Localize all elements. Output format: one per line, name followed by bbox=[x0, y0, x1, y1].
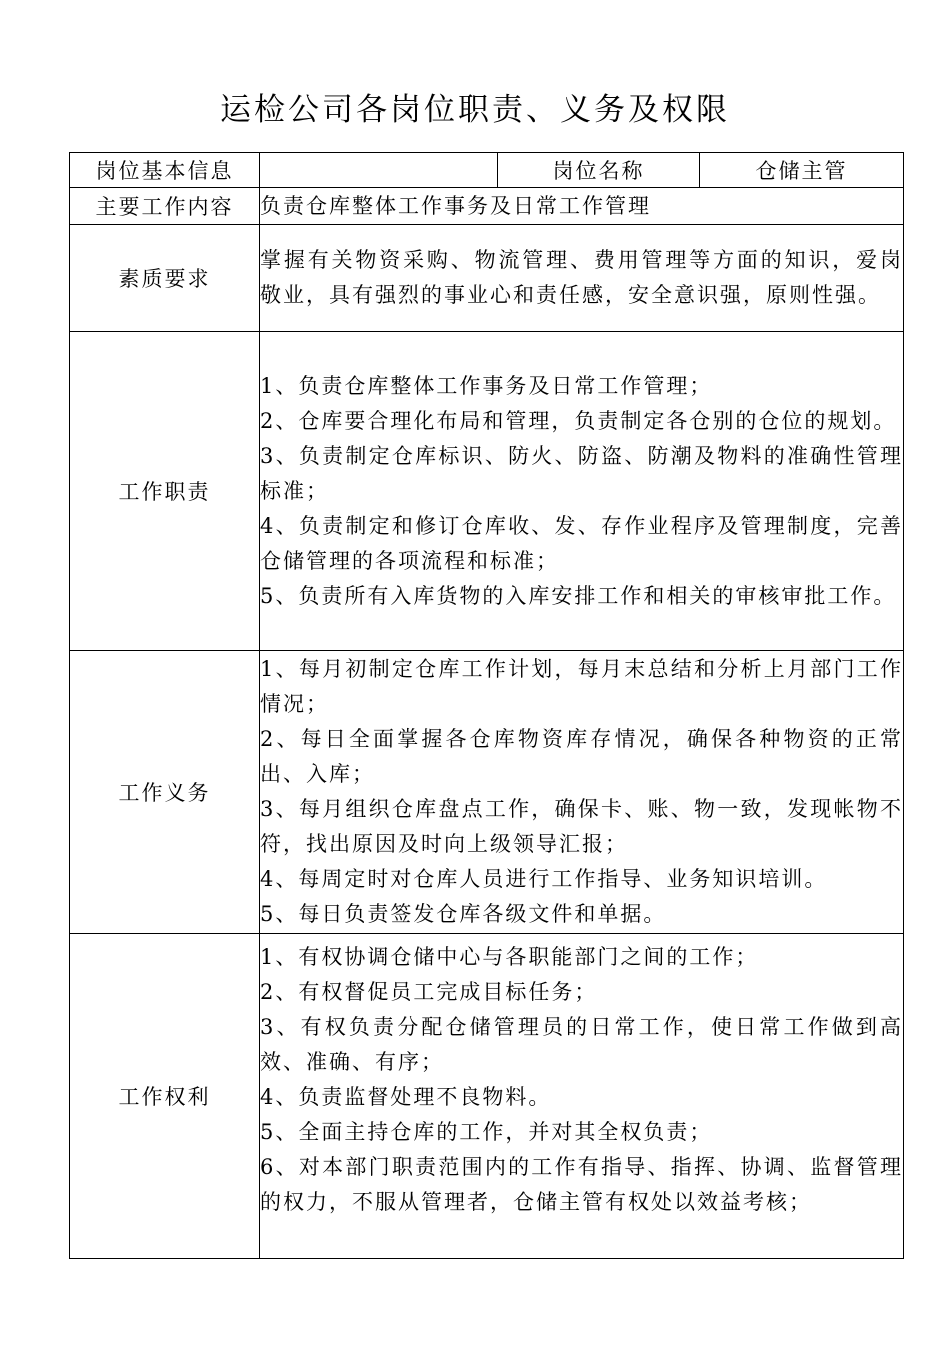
basic-info-blank bbox=[260, 153, 498, 188]
rights-label: 工作权利 bbox=[70, 934, 260, 1259]
obligation-item: 4、每周定时对仓库人员进行工作指导、业务知识培训。 bbox=[260, 867, 828, 891]
row-basic-info bbox=[70, 153, 904, 188]
right-item: 3、有权负责分配仓储管理员的日常工作，使日常工作做到高效、准确、有序； bbox=[260, 1015, 903, 1074]
rights-content bbox=[260, 934, 904, 1259]
right-item: 2、有权督促员工完成目标任务； bbox=[260, 980, 598, 1004]
duties-label: 工作职责 bbox=[70, 332, 260, 651]
duty-item: 4、负责制定和修订仓库收、发、存作业程序及管理制度，完善仓储管理的各项流程和标准； bbox=[260, 513, 903, 573]
obligation-item: 3、每月组织仓库盘点工作，确保卡、账、物一致，发现帐物不符，找出原因及时向上级领导汇报； bbox=[260, 797, 903, 856]
row-quality bbox=[70, 225, 904, 332]
duties-content bbox=[260, 332, 904, 651]
obligation-item: 1、每月初制定仓库工作计划，每月末总结和分析上月部门工作情况； bbox=[260, 657, 903, 716]
right-item: 5、全面主持仓库的工作，并对其全权负责； bbox=[260, 1120, 713, 1144]
obligations-content bbox=[260, 651, 904, 934]
document-title: 运检公司各岗位职责、义务及权限 bbox=[220, 92, 730, 128]
right-item: 4、负责监督处理不良物料。 bbox=[260, 1085, 552, 1109]
main-work-value: 负责仓库整体工作事务及日常工作管理 bbox=[260, 188, 904, 225]
row-main-work bbox=[70, 188, 904, 225]
post-name-value: 仓储主管 bbox=[700, 153, 904, 188]
duty-item: 5、负责所有入库货物的入库安排工作和相关的审核审批工作。 bbox=[260, 583, 897, 608]
post-name-label: 岗位名称 bbox=[498, 153, 700, 188]
obligation-item: 2、每日全面掌握各仓库物资库存情况，确保各种物资的正常出、入库； bbox=[260, 727, 903, 786]
duty-table bbox=[69, 152, 904, 1259]
duty-item: 1、负责仓库整体工作事务及日常工作管理； bbox=[260, 373, 713, 398]
main-work-label: 主要工作内容 bbox=[70, 188, 260, 225]
duty-item: 3、负责制定仓库标识、防火、防盗、防潮及物料的准确性管理标准； bbox=[260, 443, 903, 503]
quality-label: 素质要求 bbox=[70, 225, 260, 332]
right-item: 6、对本部门职责范围内的工作有指导、指挥、协调、监督管理的权力，不服从管理者，仓储主管有权处以效益考核； bbox=[260, 1155, 903, 1214]
obligations-label: 工作义务 bbox=[70, 651, 260, 934]
row-obligations bbox=[70, 651, 904, 934]
basic-info-label: 岗位基本信息 bbox=[70, 153, 260, 188]
row-duties bbox=[70, 332, 904, 651]
quality-value: 掌握有关物资采购、物流管理、费用管理等方面的知识，爱岗敬业，具有强烈的事业心和责任感，安全意识强，原则性强。 bbox=[260, 225, 904, 332]
right-item: 1、有权协调仓储中心与各职能部门之间的工作； bbox=[260, 945, 759, 969]
obligation-item: 5、每日负责签发仓库各级文件和单据。 bbox=[260, 902, 667, 926]
row-rights bbox=[70, 934, 904, 1259]
duty-item: 2、仓库要合理化布局和管理，负责制定各仓别的仓位的规划。 bbox=[260, 408, 897, 433]
